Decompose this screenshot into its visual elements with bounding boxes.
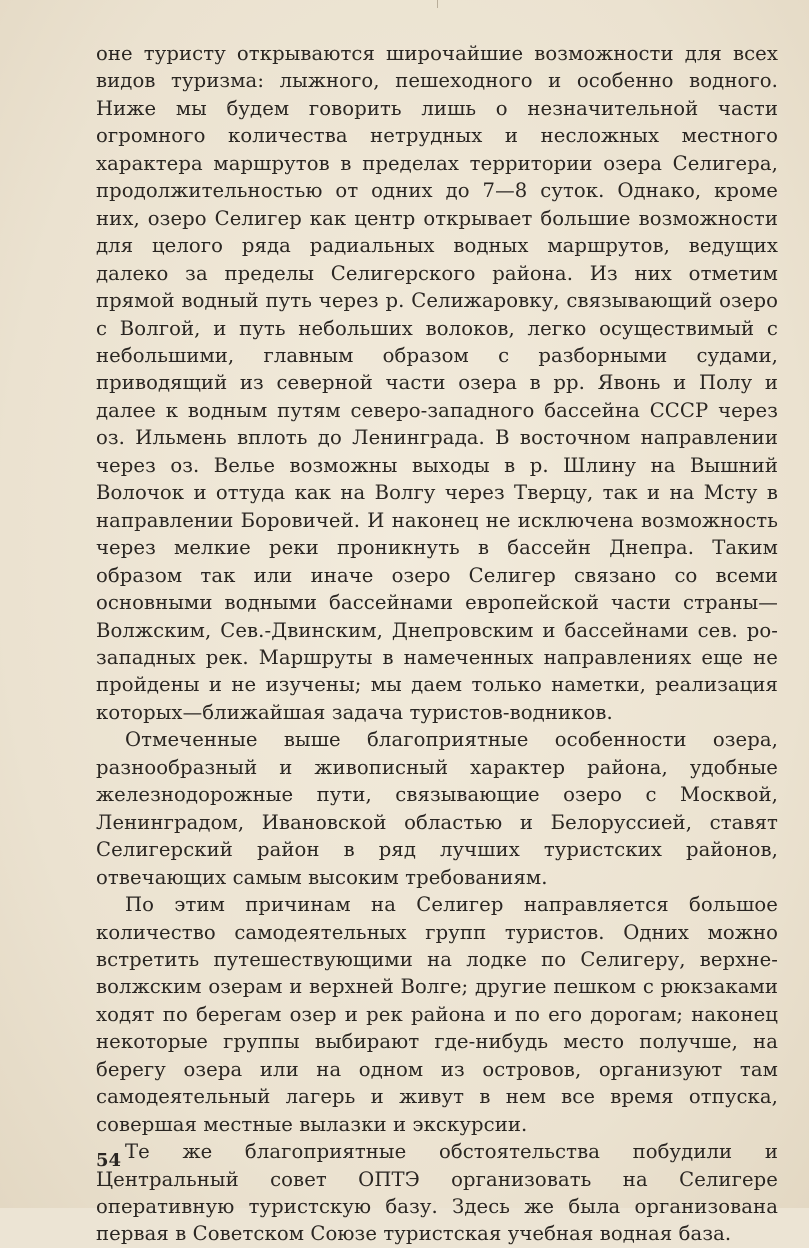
paragraph-2: Отмеченные выше благоприятные особенности озера, разнообразный и живописный характер района, удобные железнодорожные пути, связывающие озеро с Москвой, Ленинградом, Ивановской областью и Белоруссией, ставят Селигерский район в ряд лучших туристских районов, отвечающих самым высоким требованиям. (96, 728, 778, 889)
page-edge-mark (437, 0, 438, 8)
body-text (96, 40, 778, 1248)
page-number: 54 (96, 1150, 122, 1171)
paragraph-4: Те же благоприятные обстоятельства побудили и Центральный совет ОПТЭ организовать на Селигере оперативную туристскую базу. Здесь же была организована первая в Советском Союзе туристская учебная водная база. (96, 1140, 778, 1246)
paragraph-3: По этим причинам на Селигер направляется большое количество самодеятельных групп туристов. Одних можно встретить путешествующими на лодке по Селигеру, верхне-волжским озерам и верхней Волге; другие пешком с рюкзаками ходят по берегам озер и рек района и по его дорогам; наконец некоторые группы выбирают где-нибудь место получше, на берегу озера или на одном из островов, организуют там самодеятельный лагерь и живут в нем все время отпуска, совершая местные вылазки и экскурсии. (96, 893, 778, 1136)
paragraph-1: оне туристу открываются широчайшие возможности для всех видов туризма: лыжного, пешеходного и особенно водного. Ниже мы будем говорить лишь о незначительной части огромного количества нетрудных и несложных местного характера маршрутов в пределах территории озера Селигера, продолжительностью от одних до 7—8 суток. Однако, кроме них, озеро Селигер как центр открывает большие возможности для целого ряда радиальных водных маршрутов, ведущих далеко за пределы Селигерского района. Из них отметим прямой водный путь через р. Селижаровку, связывающий озеро с Волгой, и путь небольших волоков, легко осуществимый с небольшими, главным образом с разборными судами, приводящий из северной части озера в рр. Явонь и Полу и далее к водным путям северо-западного бассейна СССР через оз. Ильмень вплоть до Ленинграда. В восточном направлении через оз. Велье возможны выходы в р. Шлину на Вышний Волочок и оттуда как на Волгу через Тверцу, так и на Мсту в направлении Боровичей. И наконец не исключена возможность через мелкие реки проникнуть в бассейн Днепра. Таким образом так или иначе озеро Селигер связано со всеми основными водными бассейнами европейской части страны—Волжским, Сев.-Двинским, Днепровским и бассейнами сев. ро-западных рек. Маршруты в намеченных направлениях еще не пройдены и не изучены; мы даем только наметки, реализация которых—ближайшая задача туристов-водников. (96, 42, 778, 724)
